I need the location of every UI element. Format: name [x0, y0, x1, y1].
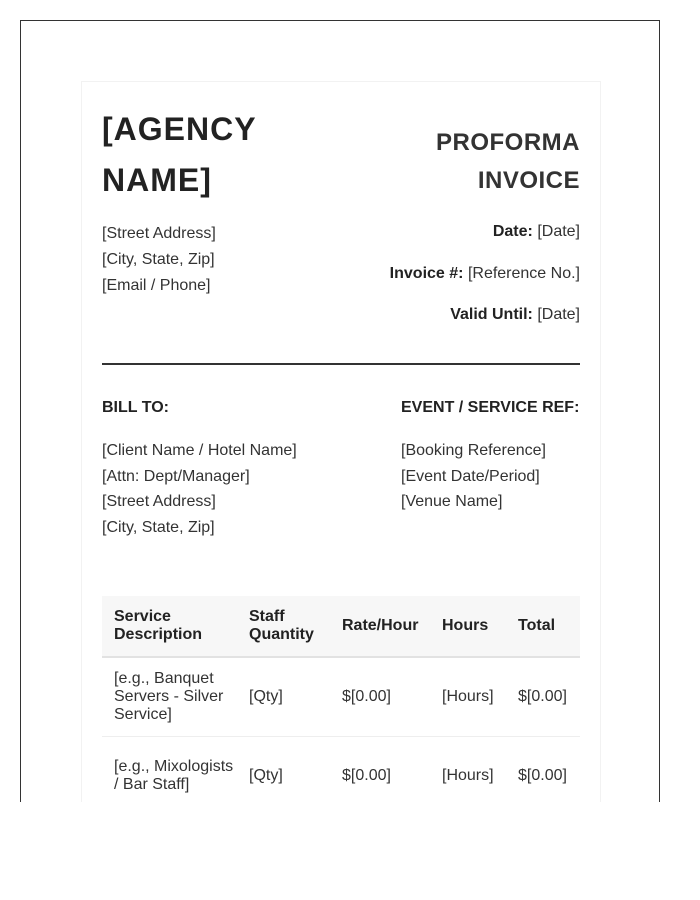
- event-ref-line: [Event Date/Period]: [401, 467, 540, 485]
- agency-street: [Street Address]: [102, 225, 216, 242]
- invoice-number-label: Invoice #:: [389, 264, 464, 282]
- column-header-total: Total: [506, 596, 580, 657]
- line-items-table: [102, 596, 580, 802]
- invoice-document: [81, 81, 601, 802]
- agency-city: [City, State, Zip]: [102, 251, 215, 268]
- column-header-hours: Hours: [430, 596, 506, 657]
- agency-name: [AGENCY NAME]: [102, 111, 257, 198]
- valid-until-value: [Date]: [537, 306, 580, 323]
- table-header-row: [102, 596, 580, 657]
- valid-until-label: Valid Until:: [450, 306, 533, 323]
- date-label: Date:: [492, 223, 533, 240]
- bill-to-line: [Client Name / Hotel Name]: [102, 442, 297, 459]
- document-title: PROFORMA INVOICE: [436, 129, 580, 194]
- page-frame: [20, 20, 660, 802]
- bill-to-heading: BILL TO:: [102, 399, 169, 416]
- cell-hours: [Hours]: [430, 736, 506, 802]
- bill-to-line: [Attn: Dept/Manager]: [102, 467, 250, 485]
- event-ref-lines: [401, 438, 546, 515]
- cell-rate: $[0.00]: [330, 657, 430, 736]
- cell-description: [e.g., Banquet Servers - Silver Service]: [102, 657, 237, 736]
- cell-quantity: [Qty]: [237, 736, 330, 802]
- column-header-description: Service Description: [102, 596, 237, 657]
- column-header-rate: Rate/Hour: [330, 596, 430, 657]
- cell-rate: $[0.00]: [330, 736, 430, 802]
- date-row: [390, 220, 580, 262]
- table-row: [102, 736, 580, 802]
- bill-to-line: [City, State, Zip]: [102, 519, 215, 537]
- invoice-meta: [390, 220, 580, 345]
- column-header-quantity: Staff Quantity: [237, 596, 330, 657]
- event-ref-line: [Booking Reference]: [401, 442, 546, 459]
- invoice-number-value: [Reference No.]: [467, 264, 580, 282]
- cell-total: $[0.00]: [506, 736, 580, 802]
- table-row: [102, 657, 580, 736]
- agency-contact: [Email / Phone]: [102, 277, 211, 294]
- date-value: [Date]: [537, 223, 580, 240]
- cell-description: [e.g., Mixologists / Bar Staff]: [102, 736, 237, 802]
- header-divider: [102, 363, 580, 365]
- valid-until-row: [390, 303, 580, 345]
- agency-address: [102, 221, 216, 299]
- invoice-number-row: [390, 262, 580, 304]
- cell-hours: [Hours]: [430, 657, 506, 736]
- cell-total: $[0.00]: [506, 657, 580, 736]
- event-ref-line: [Venue Name]: [401, 493, 503, 511]
- cell-quantity: [Qty]: [237, 657, 330, 736]
- bill-to-line: [Street Address]: [102, 493, 216, 511]
- event-ref-heading: EVENT / SERVICE REF:: [401, 399, 580, 416]
- bill-to-lines: [102, 438, 297, 541]
